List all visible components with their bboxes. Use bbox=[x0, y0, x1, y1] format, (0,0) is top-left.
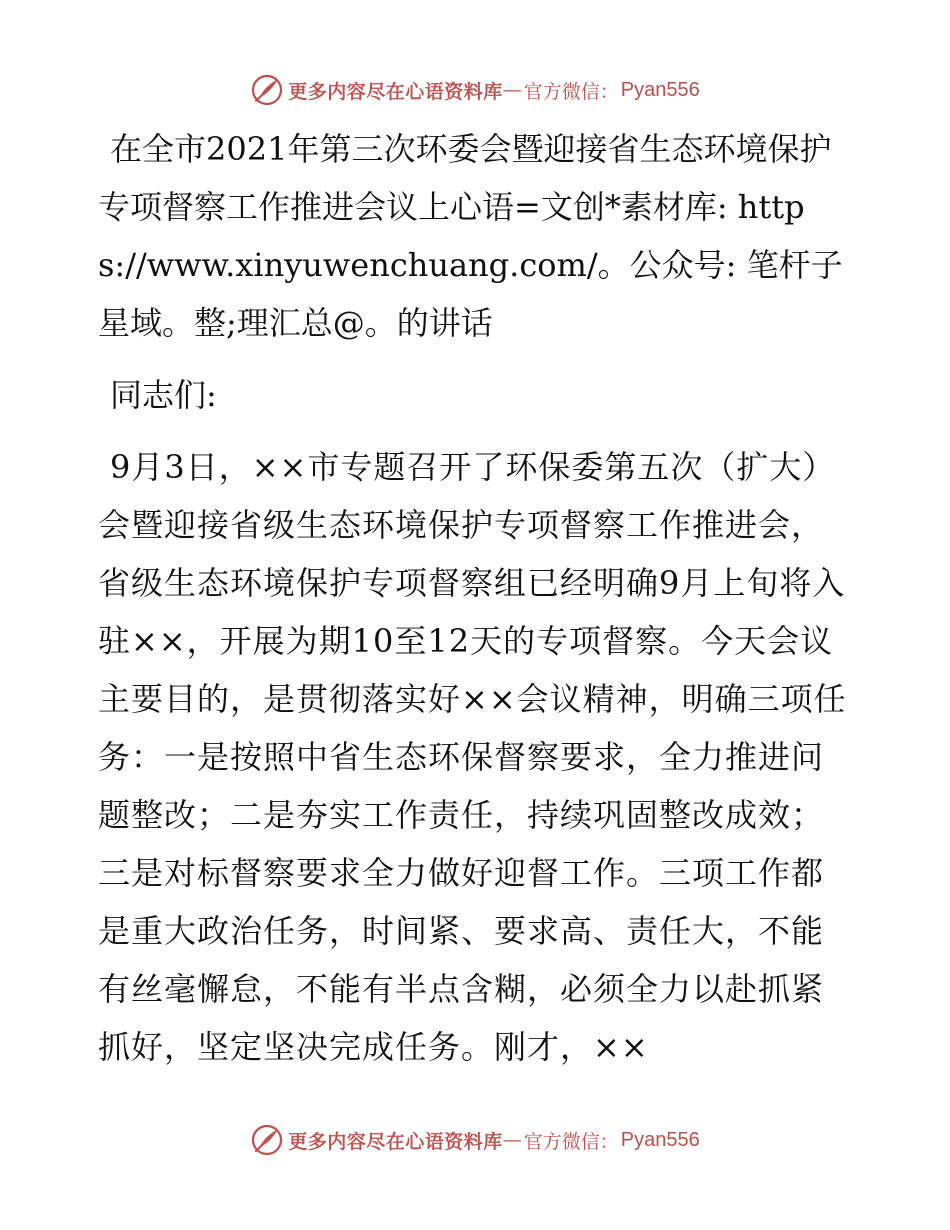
document-content bbox=[98, 120, 850, 1076]
document-title: 在全市2021年第三次环委会暨迎接省生态环境保护专项督察工作推进会议上心语=文创*素材库: https://www.xinyuwenchuang.com/。公众号: 笔杆子星域。整;理汇总@。的讲话 bbox=[98, 130, 843, 342]
feather-pen-logo-icon bbox=[250, 73, 284, 107]
document-body: 9月3日，××市专题召开了环保委第五次（扩大）会暨迎接省级生态环境保护专项督察工作推进会，省级生态环境保护专项督察组已经明确9月上旬将入驻××，开展为期10至12天的专项督察。今天会议主要目的，是贯彻落实好××会议精神，明确三项任务：一是按照中省生态环保督察要求，全力推进问题整改；二是夯实工作责任，持续巩固整改成效；三是对标督察要求全力做好迎督工作。三项工作都是重大政治任务，时间紧、要求高、责任大，不能有丝毫懈怠，不能有半点含糊，必须全力以赴抓紧抓好，坚定坚决完成任务。刚才，×× bbox=[98, 448, 847, 1066]
watermark-banner-top bbox=[0, 70, 950, 110]
document-greeting: 同志们: bbox=[110, 376, 217, 414]
watermark-dash: — bbox=[502, 79, 522, 101]
watermark-banner-bottom bbox=[0, 1120, 950, 1160]
watermark-wechat-id: Pyan556 bbox=[620, 1128, 700, 1151]
watermark-main-text: 更多内容尽在心语资料库 bbox=[288, 80, 503, 103]
watermark-wechat-id: Pyan556 bbox=[620, 78, 700, 101]
watermark-main-text: 更多内容尽在心语资料库 bbox=[288, 1130, 503, 1153]
watermark-label: 官方微信： bbox=[523, 1130, 619, 1153]
feather-pen-logo-icon bbox=[250, 1123, 284, 1157]
watermark-label: 官方微信： bbox=[523, 80, 619, 103]
watermark-dash: — bbox=[502, 1129, 522, 1151]
